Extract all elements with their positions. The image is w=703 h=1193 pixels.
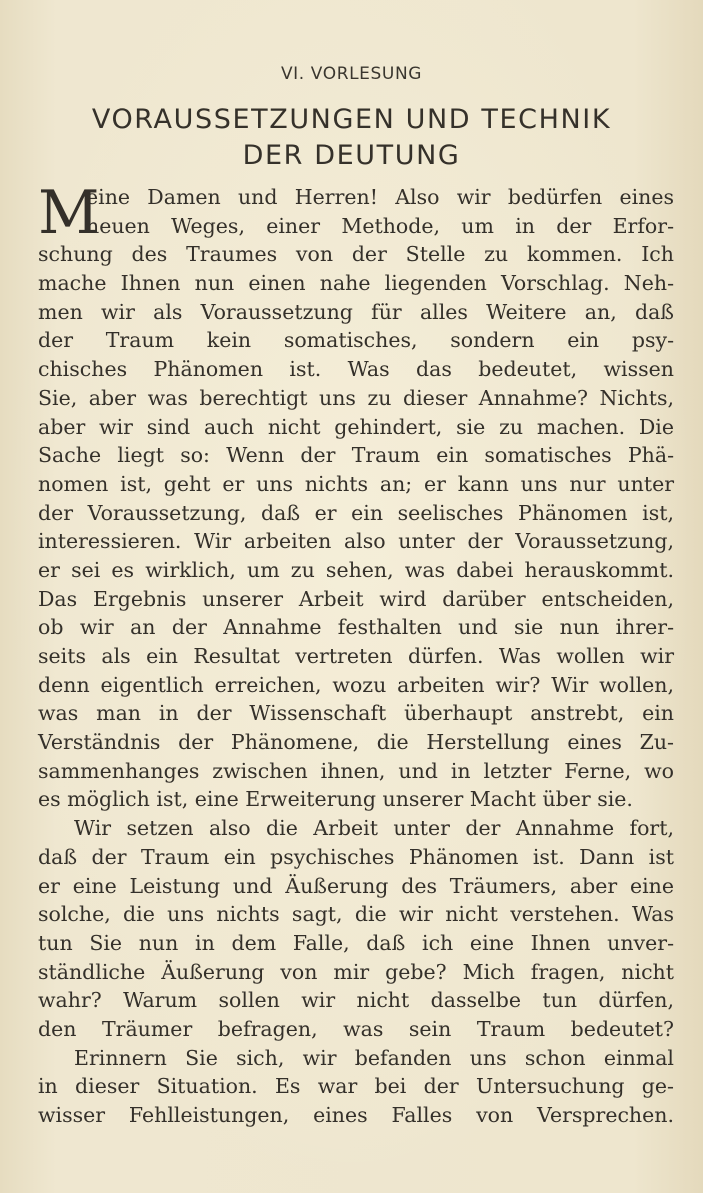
text-line: was man in der Wissenschaft überhaupt anstrebt, ein xyxy=(38,701,674,726)
paragraph-1 xyxy=(38,240,674,814)
chapter-title xyxy=(30,102,673,174)
text-line: eine Damen und Herren! Also wir bedürfen eines xyxy=(86,185,674,209)
text-line: in dieser Situation. Es war bei der Untersuchung ge- xyxy=(38,1074,674,1099)
text-line: denn eigentlich erreichen, wozu arbeiten wir? Wir wollen, xyxy=(38,672,674,697)
text-line: chisches Phänomen ist. Was das bedeutet, wissen xyxy=(38,357,674,382)
text-line: ob wir an der Annahme festhalten und sie nun ihrer- xyxy=(38,615,674,640)
opening-lines xyxy=(38,178,674,248)
text-line: seits als ein Resultat vertreten dürfen. Was wollen wir xyxy=(38,644,674,669)
text-line: der Traum kein somatisches, sondern ein psy- xyxy=(38,328,674,353)
text-line: interessieren. Wir arbeiten also unter der Voraussetzung, xyxy=(38,529,674,554)
chapter-title-line: VORAUSSETZUNGEN UND TECHNIK xyxy=(91,104,612,135)
text-line: Sache liegt so: Wenn der Traum ein somatisches Phä- xyxy=(38,443,674,468)
text-line: der Voraussetzung, daß er ein seelisches Phänomen ist, xyxy=(38,500,674,525)
text-line: Sie, aber was berechtigt uns zu dieser Annahme? Nichts, xyxy=(38,385,674,410)
text-line: aber wir sind auch nicht gehindert, sie zu machen. Die xyxy=(38,414,674,439)
body-text xyxy=(38,178,674,1130)
text-line: ständliche Äußerung von mir gebe? Mich fragen, nicht xyxy=(38,959,674,984)
text-line: men wir als Voraussetzung für alles Weitere an, daß xyxy=(38,299,674,324)
text-line: mache Ihnen nun einen nahe liegenden Vorschlag. Neh- xyxy=(38,271,674,296)
text-line: Das Ergebnis unserer Arbeit wird darüber entscheiden, xyxy=(38,586,674,611)
paragraph-3 xyxy=(38,1044,674,1130)
text-line: daß der Traum ein psychisches Phänomen ist. Dann ist xyxy=(38,844,674,869)
text-line: solche, die uns nichts sagt, die wir nicht verstehen. Was xyxy=(38,902,674,927)
chapter-heading: VI. VORLESUNG xyxy=(280,64,423,84)
text-line: neuen Weges, einer Methode, um in der Erfor- xyxy=(86,213,674,238)
text-line: nomen ist, geht er uns nichts an; er kann uns nur unter xyxy=(38,471,674,496)
text-line: er sei es wirklich, um zu sehen, was dabei herauskommt. xyxy=(38,557,674,582)
text-line: er eine Leistung und Äußerung des Träumers, aber eine xyxy=(38,873,674,898)
text-line: Verständnis der Phänomene, die Herstellung eines Zu- xyxy=(38,730,674,755)
drop-cap-lines xyxy=(86,183,674,240)
drop-cap-letter: M xyxy=(38,178,100,248)
text-line: Wir setzen also die Arbeit unter der Annahme fort, xyxy=(74,816,674,841)
text-line: es möglich ist, eine Erweiterung unserer Macht über sie. xyxy=(38,787,633,812)
text-line: wisser Fehlleistungen, eines Falles von Versprechen. xyxy=(38,1103,674,1128)
text-line: tun Sie nun in dem Falle, daß ich eine Ihnen unver- xyxy=(38,930,674,955)
chapter-title-line: DER DEUTUNG xyxy=(242,140,461,171)
text-line: den Träumer befragen, was sein Traum bedeutet? xyxy=(38,1016,674,1041)
text-line: schung des Traumes von der Stelle zu kommen. Ich xyxy=(38,242,674,267)
text-line: sammenhanges zwischen ihnen, und in letzter Ferne, wo xyxy=(38,758,674,783)
paragraph-2 xyxy=(38,814,674,1044)
text-line: wahr? Warum sollen wir nicht dasselbe tun dürfen, xyxy=(38,988,674,1013)
text-line: Erinnern Sie sich, wir befanden uns schon einmal xyxy=(74,1045,674,1070)
